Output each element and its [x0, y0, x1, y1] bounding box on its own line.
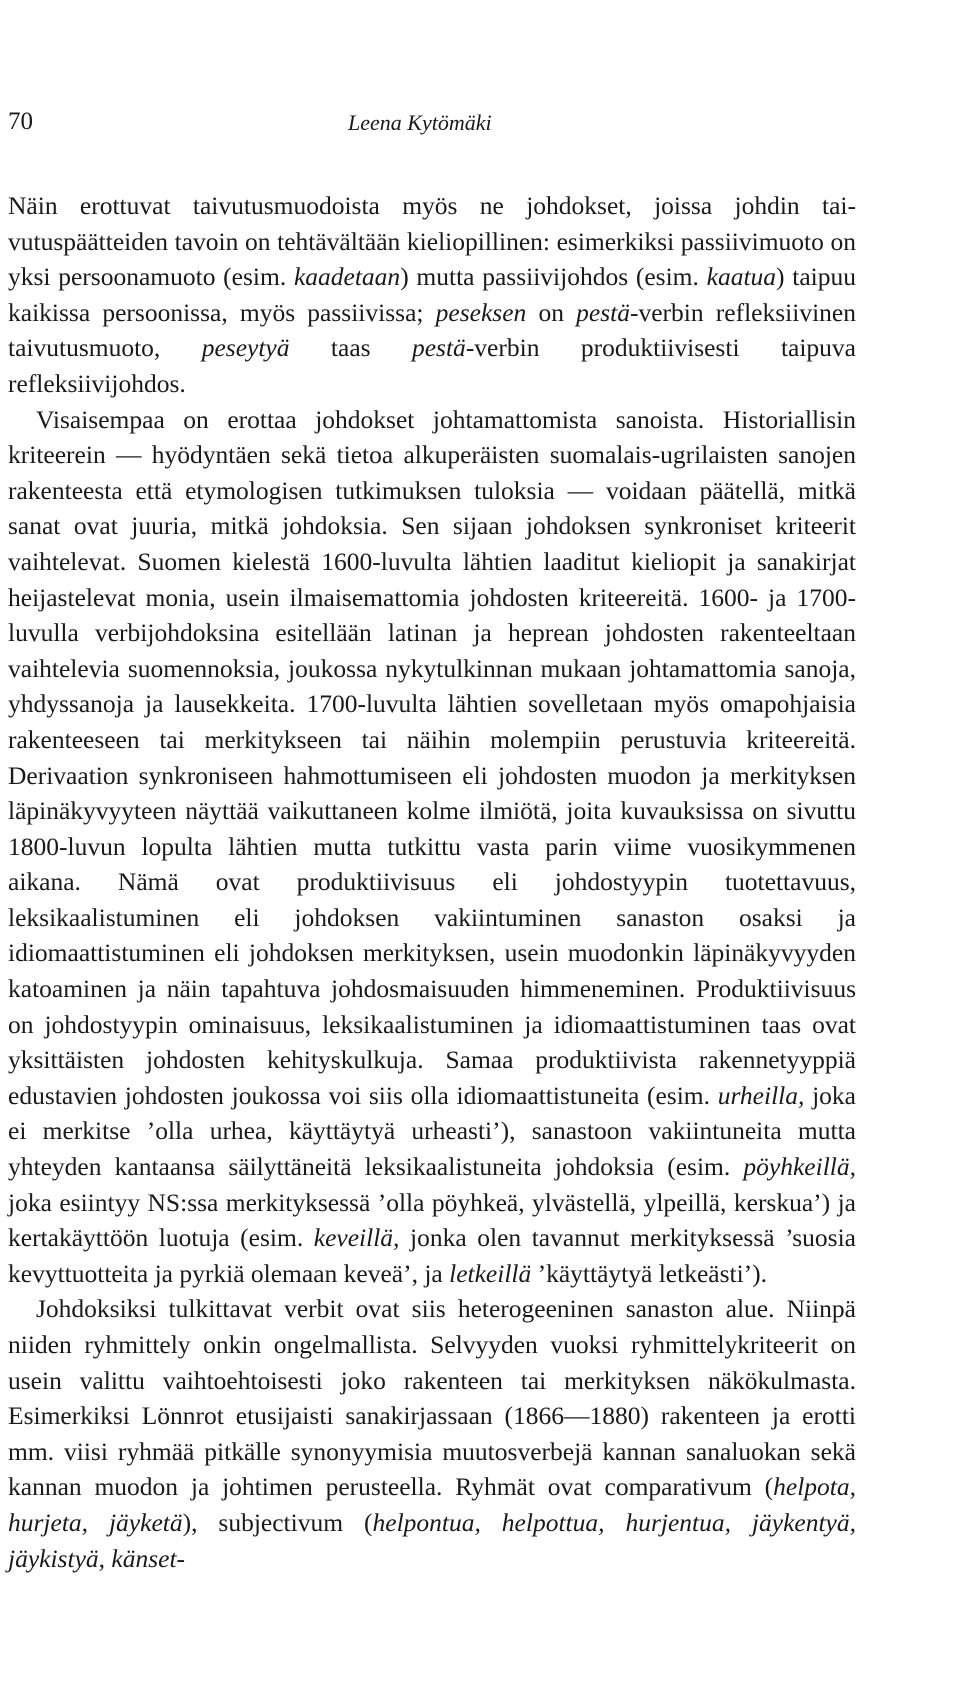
text-run: ’käyttäytyä letkeästi’).: [531, 1258, 768, 1288]
text-run: joka esiintyy NS:ssa merkityksessä ’olla pöyhkeä, ylvästellä, ylpeillä, kerskua’) ja kertakäyttöön luotuja (esim.: [8, 1187, 856, 1253]
italic-term: urheilla,: [717, 1080, 805, 1110]
italic-term: peseksen: [435, 297, 527, 327]
italic-term: pöyhkeillä,: [743, 1152, 856, 1182]
text-run: Johdoksiksi tulkittavat verbit ovat siis heterogeeninen sanaston alue. Niinpä niiden ryhmittely onkin ongelmallista. Selvyyden vuoksi ryhmittelykriteerit on usein valittu vaihtoehtoisesti joko rakenteen tai merkityksen näkökulmasta. Esimerkiksi Lönnrot etusijaisti sanakirjassaan (1866—1880) rakenteen ja erotti mm. viisi ryhmää pitkälle synonyymisia muutosverbejä kannan sanaluokan sekä kannan muodon ja johtimen perusteella. Ryhmät ovat comparativum (: [8, 1294, 856, 1502]
text-run: joka ei merkitse ’olla urhea, käyttäytyä urheasti’), sanastoon vakiintuneita mutta yhteyden kantaansa säilyttäneitä leksikaalistuneita johdoksia (esim.: [8, 1080, 856, 1182]
running-head: Leena Kytömäki: [348, 110, 492, 135]
italic-term: helpontua, helpottua, hurjentua, jäykentyä, jäykistyä, känset-: [8, 1507, 856, 1573]
italic-term: pestä: [576, 297, 630, 327]
page-number: 70: [8, 108, 33, 135]
text-run: on: [526, 297, 577, 327]
text-run: jonka olen tavannut merkityksessä ’suosia kevyttuotteita ja pyrkiä olemaan keveä’, ja: [8, 1223, 856, 1288]
italic-term: letkeillä: [449, 1258, 532, 1288]
page-header: [8, 108, 858, 148]
text-run: Visaisempaa on erottaa johdokset johtamattomista sanoista. Historiallisin kriteerein — hyödyntäen sekä tietoa alkuperäisten suomalais-ugrilaisten sanojen rakenteesta että etymologisen tutkimuksen tuloksia — voidaan päätellä, mitkä sanat ovat juuria, mitkä johdoksia. Sen sijaan johdoksen synkroniset kriteerit vaihtelevat. Suomen kielestä 1600-luvulta lähtien laaditut kieliopit ja sanakirjat heijastelevat monia, usein ilmaisemattomia johdosten kriteereitä. 1600- ja 1700-luvulla verbijohdoksina esitellään latinan ja heprean johdosten rakenteeltaan vaihtelevia suomennoksia, joukossa nykytulkinnan mukaan johtamattomia sanoja, yhdyssanoja ja lausekkeita. 1700-luvulta lähtien sovelletaan myös omapohjaisia rakenteeseen tai merkitykseen tai näihin molempiin perustuvia kriteereitä. Derivaation synkroniseen hahmottumiseen eli johdosten muodon ja merkityksen läpinäkyvyyteen näyttää vaikuttaneen kolme ilmiötä, joita kuvauksissa on sivuttu 1800-luvun lopulta lähtien mutta tutkittu vasta parin viime vuosikymmenen aikana. Nämä ovat produktiivisuus eli johdostyypin tuotettavuus, leksikaalistuminen eli johdoksen vakiintuminen sanaston osaksi ja idiomaattistuminen eli johdoksen merkityksen, usein muodonkin läpinäkyvyyden katoaminen ja näin tapahtuva johdosmaisuuden himmeneminen. Produktiivisuus on johdostyypin ominaisuus, leksikaalistuminen ja idiomaattistuminen taas ovat yksittäisten johdosten kehityskulkuja. Samaa produktiivista rakennetyyppiä edustavien johdosten joukossa voi siis olla idiomaattistuneita (esim.: [8, 404, 856, 1110]
paragraph: [8, 402, 856, 1292]
italic-term: kaadetaan: [293, 262, 401, 292]
italic-term: helpota, hurjeta, jäyketä: [8, 1472, 856, 1537]
italic-term: kaatua: [706, 262, 777, 292]
text-run: -verbin refleksiivinen taivutusmuoto,: [8, 297, 856, 363]
paragraph: [8, 188, 856, 402]
paragraph: [8, 1291, 856, 1576]
italic-term: keveillä,: [313, 1223, 400, 1253]
text-run: -verbin produktiivisesti taipuva refleksiivijohdos.: [8, 333, 857, 398]
text-run: ) taipuu kaikissa persoonissa, myös passiivissa;: [8, 262, 856, 327]
text-run: taas: [289, 333, 412, 363]
italic-term: pestä: [411, 333, 466, 363]
italic-term: peseytyä: [201, 333, 290, 363]
body-text: [8, 188, 856, 1576]
text-run: ) mutta passiivijohdos (esim.: [400, 262, 707, 292]
text-run: ), subjectivum (: [182, 1507, 373, 1537]
text-run: Näin erottuvat taivutusmuodoista myös ne johdokset, joissa johdin taivutuspäätteiden tavoin on tehtävältään kieliopillinen: esimerkiksi passiivimuoto on yksi persoonamuoto (esim.: [8, 191, 856, 292]
